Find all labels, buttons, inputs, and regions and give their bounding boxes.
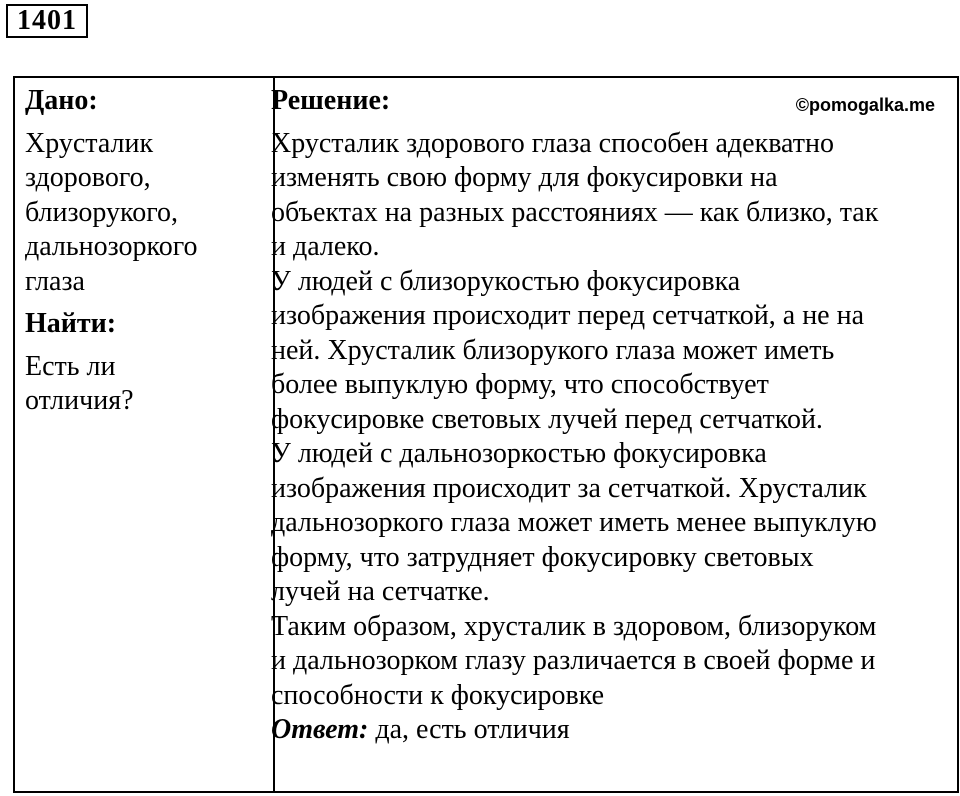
watermark: ©pomogalka.me [795, 95, 935, 115]
solution-line: способности к фокусировке [271, 679, 605, 711]
solution-header: Решение: [271, 85, 391, 116]
solution-line: Таким образом, хрусталик в здоровом, близоруком [271, 610, 877, 642]
solution-line: лучей на сетчатке. [271, 576, 490, 607]
solution-line: Хрусталик здорового глаза способен адекватно [271, 127, 834, 159]
problem-number: 1401 [6, 4, 88, 38]
given-line: дальнозоркого [25, 231, 198, 262]
given-text [25, 127, 265, 300]
given-column [25, 84, 265, 419]
answer-line [271, 713, 951, 748]
find-line: Есть ли [25, 350, 116, 382]
solution-line: изображения происходит за сетчаткой. Хрусталик [271, 472, 867, 504]
find-text [25, 350, 265, 419]
solution-paragraph [271, 610, 951, 714]
given-line: здорового, [25, 162, 151, 193]
solution-paragraph [271, 437, 951, 610]
answer-text: да, есть отличия [375, 714, 570, 745]
answer-label: Ответ: [271, 714, 369, 745]
solution-line: и далеко. [271, 231, 380, 262]
solution-line: более выпуклую форму, что способствует [271, 369, 769, 400]
solution-line: У людей с близорукостью фокусировка [271, 265, 741, 297]
find-header: Найти: [25, 308, 117, 339]
solution-table [13, 76, 959, 793]
given-line: глаза [25, 265, 85, 297]
solution-line: изображения происходит перед сетчаткой, а не на [271, 300, 865, 331]
solution-paragraph [271, 265, 951, 438]
solution-line: форму, что затрудняет фокусировку световых [271, 541, 814, 573]
solution-line: У людей с дальнозоркостью фокусировка [271, 438, 767, 469]
solution-line: объектах на разных расстояниях — как близко, так [271, 196, 879, 228]
find-line: отличия? [25, 385, 134, 416]
solution-line: и дальнозорком глазу различается в своей форме и [271, 645, 876, 676]
given-line: близорукого, [25, 196, 179, 228]
solution-line: изменять свою форму для фокусировки на [271, 162, 778, 193]
solution-line: дальнозоркого глаза может иметь менее выпуклую [271, 507, 877, 538]
given-line: Хрусталик [25, 127, 154, 159]
solution-line: ней. Хрусталик близорукого глаза может иметь [271, 334, 835, 366]
given-header: Дано: [25, 85, 98, 116]
solution-line: фокусировке световых лучей перед сетчаткой. [271, 403, 823, 435]
solution-paragraph [271, 127, 951, 265]
solution-column [271, 84, 951, 748]
